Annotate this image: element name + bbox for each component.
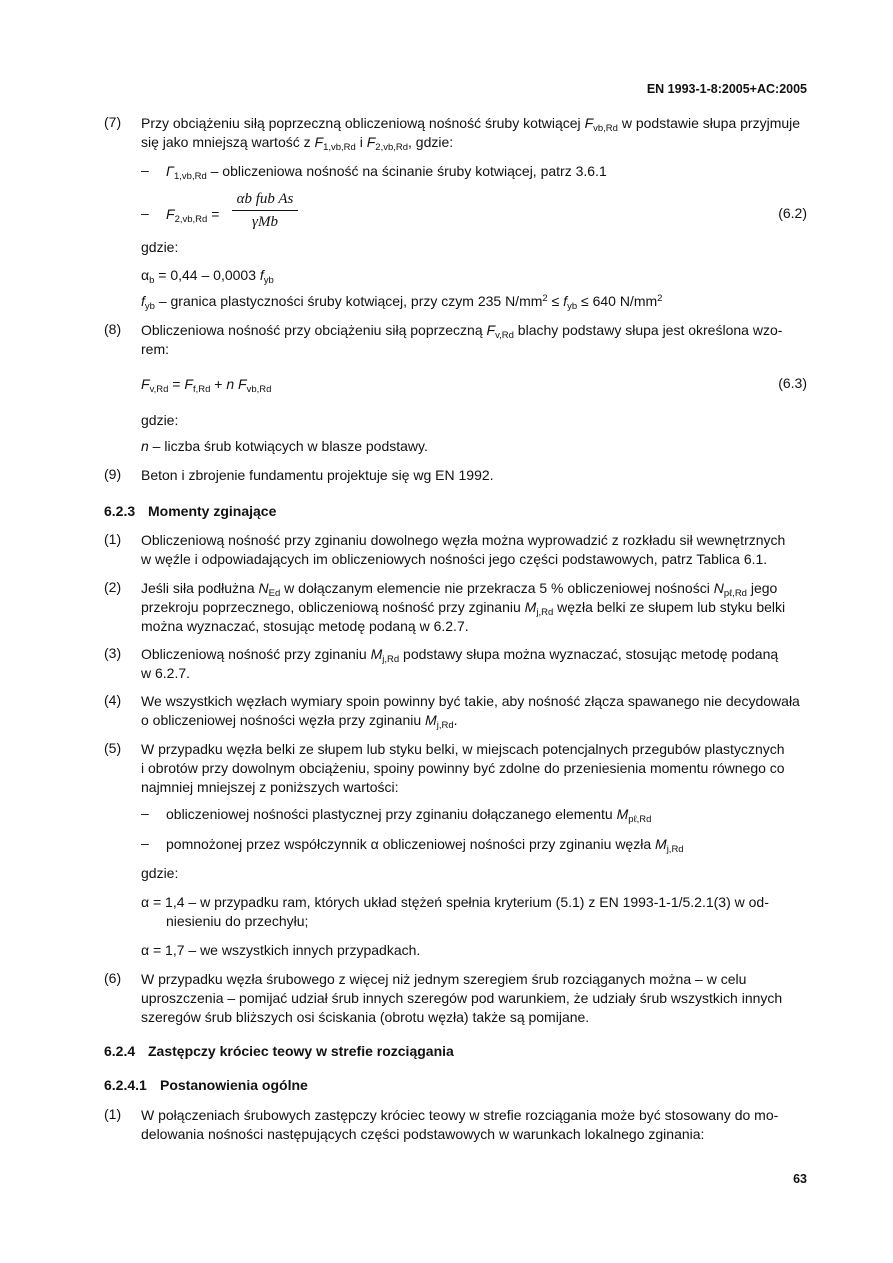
clause-number: (3) <box>104 645 122 661</box>
alpha-b-definition: $\alpha_b = 0,44 - 0,0003$ $f_{yb}$ <box>141 267 274 286</box>
equation-number: (6.3) <box>778 375 807 391</box>
section-heading-6-2-4: 6.2.4 Zastępczy króciec teowy w strefie rozciągania <box>104 1043 454 1059</box>
gdzie-label: gdzie: <box>141 865 179 881</box>
clause-4-text: We wszystkich węzłach wymiary spoin powinny być takie, aby nośność złącza spawanego nie decydowała o obliczeniowej nośności węzła przy zginaniu $M_{j,Rd}$. <box>141 693 800 731</box>
item-f2vbrd: $F_{2,vb,Rd}$ = <box>166 206 220 225</box>
clause-2-text: Jeśli siła podłużna $N_{Ed}$ w dołączanym elemencie nie przekracza 5 % obliczeniowej nośności $N_{p\ell,Rd}$ jego przekroju poprzecznego, obliczeniową nośność przy zginaniu $M_{j,Rd}$ węzła belki ze słupem lub styku belki można wyznaczać, stosując metodę podaną w 6.2.7. <box>141 580 786 634</box>
gdzie-label: gdzie: <box>141 239 179 255</box>
clause-number: (6) <box>104 970 122 986</box>
clause-5-text: W przypadku węzła belki ze słupem lub styku belki, w miejscach potencjalnych przegubów plastycznych i obrotów przy dowolnym obciążeniu, spoiny powinny być zdolne do przeniesienia momentu równego co najmniej mniejszej z poniższych wartości: <box>141 741 785 795</box>
bullet-dash: – <box>141 162 149 178</box>
bullet-dash: – <box>141 835 149 851</box>
formula-fvrd: $F_{v,Rd} = F_{f,Rd} + n$ $F_{vb,Rd}$ <box>141 376 272 395</box>
clause-number: (2) <box>104 579 122 595</box>
fyb-definition: $f_{yb}$ – granica plastyczności śruby kotwiącej, przy czym 235 $N/mm^2 \le f_{yb} \le 640$ $N/mm^2$ <box>141 293 663 312</box>
page-number: 63 <box>793 1172 807 1186</box>
gdzie-label: gdzie: <box>141 412 179 428</box>
bullet-dash: – <box>141 205 149 221</box>
clause-3-text: Obliczeniową nośność przy zginaniu $M_{j,Rd}$ podstawy słupa można wyznaczać, stosując metodę podaną w 6.2.7. <box>141 646 779 681</box>
clause-number: (9) <box>104 466 122 482</box>
clause-1-text: Obliczeniową nośność przy zginaniu dowolnego węzła można wyprowadzić z rozkładu sił wewnętrznych w węźle i odpowiadających im obliczeniowych nośności jego części podstawowych, patrz Tablica 6.1. <box>141 532 786 567</box>
alpha-1-7-definition: α = 1,7 – we wszystkich innych przypadkach. <box>141 942 421 958</box>
clause-9-text: Beton i zbrojenie fundamentu projektuje się wg EN 1992. <box>141 467 494 483</box>
clause-number: (5) <box>104 740 122 756</box>
clause-number: (4) <box>104 692 122 708</box>
alpha-1-4-definition: α = 1,4 – w przypadku ram, których układ stężeń spełnia kryterium (5.1) z EN 1993-1-1/5.2.1(3) w od- niesieniu do przechyłu; <box>141 894 769 929</box>
section-heading-6-2-4-1: 6.2.4.1 Postanowienia ogólne <box>104 1077 308 1093</box>
section-heading-6-2-3: 6.2.3 Momenty zginające <box>104 503 277 519</box>
n-definition: n – liczba śrub kotwiących w blasze podstawy. <box>141 438 428 454</box>
clause-number: (1) <box>104 1106 122 1122</box>
item-f1vbrd: $\Gamma_{1,vb,Rd}$ – obliczeniowa nośność na ścinanie śruby kotwiącej, patrz 3.6.1 <box>166 163 607 182</box>
clause-8-text: Obliczeniowa nośność przy obciążeniu siłą poprzeczną $F_{v,Rd}$ blachy podstawy słupa jest określona wzo- rem: <box>141 322 783 357</box>
item-mjrd: pomnożonej przez współczynnik α obliczeniowej nośności przy zginaniu węzła $M_{j,Rd}$ <box>166 836 684 855</box>
document-header: EN 1993-1-8:2005+AC:2005 <box>646 82 807 96</box>
clause-7-text: Przy obciążeniu siłą poprzeczną obliczeniową nośność śruby kotwiącej $F_{vb,Rd}$ w podstawie słupa przyjmuje się jako mniejszą wartość z $F_{1,vb,Rd}$ i $F_{2,vb,Rd}$, gdzie: <box>141 115 801 153</box>
bullet-dash: – <box>141 805 149 821</box>
item-mplrd: obliczeniowej nośności plastycznej przy zginaniu dołączanego elementu $M_{p\ell,Rd}$ <box>166 806 652 825</box>
formula-fraction: αb fub As γMb <box>232 190 298 231</box>
clause-number: (1) <box>104 531 122 547</box>
clause-number: (7) <box>104 114 122 130</box>
clause-6-text: W przypadku węzła śrubowego z więcej niż jednym szeregiem śrub rozciąganych można – w celu uproszczenia – pomijać udział śrub innych szeregów pod warunkiem, że udziały śrub wszystkich innych szeregów śrub bliższych osi ściskania (obrotu węzła) także są pomijane. <box>141 971 783 1025</box>
clause-number: (8) <box>104 321 122 337</box>
clause-1-text-6241: W połączeniach śrubowych zastępczy króciec teowy w strefie rozciągania może być stosowany do mo- delowania nośności następujących części podstawowych w warunkach lokalnego zginania: <box>141 1107 779 1142</box>
equation-number: (6.2) <box>778 205 807 221</box>
